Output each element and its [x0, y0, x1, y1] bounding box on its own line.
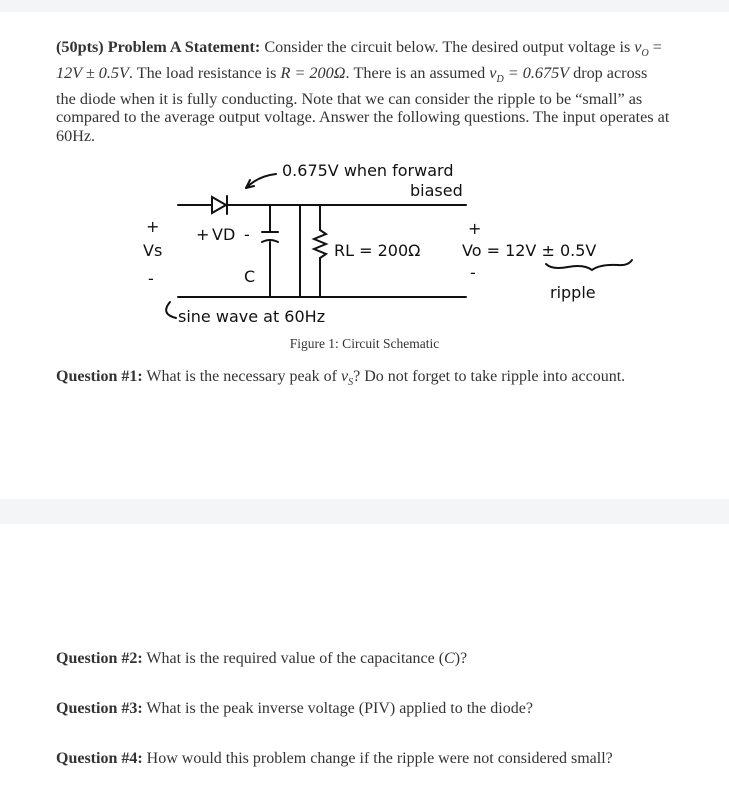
question-2: Question #2: What is the required value of the capacitance (C)?	[56, 650, 468, 667]
vs-label: Vs	[143, 241, 163, 260]
diode-note-line2: biased	[410, 181, 463, 200]
problem-card	[0, 12, 729, 499]
vd-plus: +	[196, 225, 210, 244]
figure-caption: Figure 1: Circuit Schematic	[289, 336, 440, 351]
diode-symbol	[212, 197, 226, 213]
problem-heading: (50pts) Problem A Statement:	[56, 38, 261, 56]
vo-label: Vo = 12V ± 0.5V	[462, 241, 597, 260]
vs-plus: +	[146, 217, 160, 236]
vd-label: VD	[212, 225, 236, 244]
capacitor-label: C	[244, 267, 256, 286]
question-3: Question #3: What is the peak inverse voltage (PIV) applied to the diode?	[56, 700, 533, 717]
sine-wave-label: sine wave at 60Hz	[178, 307, 326, 326]
questions-card	[0, 524, 729, 788]
vo-plus: +	[468, 219, 482, 238]
resistor-zigzag	[314, 230, 326, 258]
diode-note-line1: 0.675V when forward	[282, 161, 454, 180]
problem-statement: (50pts) Problem A Statement: Consider the circuit below. The desired output voltage is $v_O$ = 12V ± 0.5V. The load resistance is R = 200Ω. There is an assumed $v_D = 0.675V$ drop across the diode when it is fully conducting. Note that we can consider the ripple to be “small” as compared to the average output voltage. Answer the following questions. The input operates at 60Hz.	[56, 38, 670, 145]
vd-minus: -	[244, 225, 250, 244]
ripple-label: ripple	[550, 283, 596, 302]
load-resistor-label: RL = 200Ω	[334, 241, 421, 260]
vo-minus: -	[470, 263, 476, 282]
vs-minus: -	[148, 269, 154, 288]
question-4: Question #4: How would this problem change if the ripple were not considered small?	[56, 750, 613, 767]
circuit-schematic	[0, 142, 729, 342]
question-1: Question #1: What is the necessary peak of $v_S$? Do not forget to take ripple into account.	[56, 368, 626, 389]
